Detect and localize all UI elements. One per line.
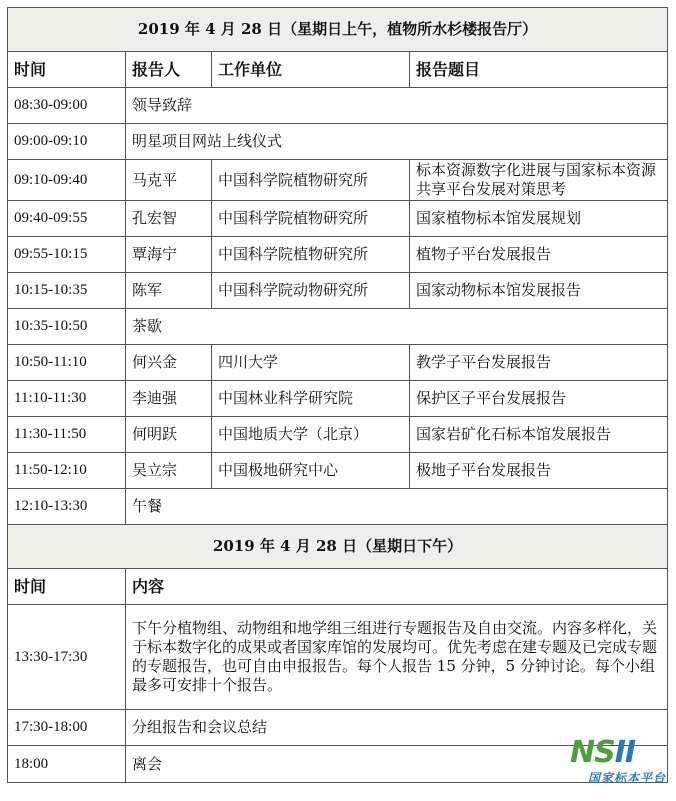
afternoon-header-row bbox=[8, 569, 668, 605]
header-content: 内容 bbox=[126, 569, 668, 605]
logo-subtitle: 国家标本平台 bbox=[587, 771, 666, 785]
row-time: 10:35-10:50 bbox=[8, 309, 126, 345]
agenda-table bbox=[7, 7, 668, 783]
row-content: 下午分植物组、动物组和地学组三组进行专题报告及自由交流。内容多样化，关于标本数字化的成果或者国家库馆的发展均可。优先考虑在建专题及已完成专题的专题报告，也可自由申报报告。每个人报告 15 分钟，5 分钟讨论。每个小组最多可安排十个报告。 bbox=[126, 605, 668, 710]
row-topic: 保护区子平台发展报告 bbox=[410, 381, 668, 417]
row-item: 明星项目网站上线仪式 bbox=[126, 124, 668, 160]
table-row bbox=[8, 201, 668, 237]
table-row bbox=[8, 345, 668, 381]
row-speaker: 吴立宗 bbox=[126, 453, 212, 489]
header-time: 时间 bbox=[8, 569, 126, 605]
header-topic: 报告题目 bbox=[410, 52, 668, 88]
logo-mark-right: II bbox=[614, 735, 636, 770]
row-speaker: 何兴金 bbox=[126, 345, 212, 381]
row-speaker: 马克平 bbox=[126, 160, 212, 201]
row-speaker: 李迪强 bbox=[126, 381, 212, 417]
row-content: 离会 bbox=[126, 746, 668, 783]
table-row bbox=[8, 88, 668, 124]
row-item: 午餐 bbox=[126, 489, 668, 525]
table-row bbox=[8, 160, 668, 201]
table-row bbox=[8, 124, 668, 160]
row-unit: 中国科学院植物研究所 bbox=[212, 237, 410, 273]
row-unit: 中国极地研究中心 bbox=[212, 453, 410, 489]
header-time: 时间 bbox=[8, 52, 126, 88]
row-time: 09:00-09:10 bbox=[8, 124, 126, 160]
row-item: 领导致辞 bbox=[126, 88, 668, 124]
row-unit: 四川大学 bbox=[212, 345, 410, 381]
afternoon-section-title: 2019 年 4 月 28 日（星期日下午） bbox=[8, 525, 668, 569]
row-time: 10:50-11:10 bbox=[8, 345, 126, 381]
nsii-logo bbox=[566, 737, 670, 787]
row-speaker: 何明跃 bbox=[126, 417, 212, 453]
morning-header-row bbox=[8, 52, 668, 88]
header-unit: 工作单位 bbox=[212, 52, 410, 88]
logo-mark bbox=[570, 737, 635, 769]
row-time: 10:15-10:35 bbox=[8, 273, 126, 309]
table-row bbox=[8, 309, 668, 345]
row-topic: 国家岩矿化石标本馆发展报告 bbox=[410, 417, 668, 453]
row-topic: 国家植物标本馆发展规划 bbox=[410, 201, 668, 237]
row-unit: 中国科学院植物研究所 bbox=[212, 160, 410, 201]
row-topic: 标本资源数字化进展与国家标本资源共享平台发展对策思考 bbox=[410, 160, 668, 201]
row-time: 11:10-11:30 bbox=[8, 381, 126, 417]
row-unit: 中国科学院植物研究所 bbox=[212, 201, 410, 237]
row-topic: 植物子平台发展报告 bbox=[410, 237, 668, 273]
table-row bbox=[8, 453, 668, 489]
row-item: 茶歇 bbox=[126, 309, 668, 345]
row-time: 18:00 bbox=[8, 746, 126, 783]
row-time: 09:40-09:55 bbox=[8, 201, 126, 237]
table-row bbox=[8, 605, 668, 710]
table-row bbox=[8, 489, 668, 525]
row-speaker: 孔宏智 bbox=[126, 201, 212, 237]
row-time: 13:30-17:30 bbox=[8, 605, 126, 710]
morning-section-title: 2019 年 4 月 28 日（星期日上午，植物所水杉楼报告厅） bbox=[8, 8, 668, 52]
row-content: 分组报告和会议总结 bbox=[126, 710, 668, 746]
table-row bbox=[8, 273, 668, 309]
row-time: 09:10-09:40 bbox=[8, 160, 126, 201]
row-time: 17:30-18:00 bbox=[8, 710, 126, 746]
row-unit: 中国科学院动物研究所 bbox=[212, 273, 410, 309]
row-topic: 国家动物标本馆发展报告 bbox=[410, 273, 668, 309]
row-time: 11:50-12:10 bbox=[8, 453, 126, 489]
row-speaker: 覃海宁 bbox=[126, 237, 212, 273]
row-time: 11:30-11:50 bbox=[8, 417, 126, 453]
row-unit: 中国林业科学研究院 bbox=[212, 381, 410, 417]
table-row bbox=[8, 417, 668, 453]
row-time: 08:30-09:00 bbox=[8, 88, 126, 124]
header-speaker: 报告人 bbox=[126, 52, 212, 88]
row-speaker: 陈军 bbox=[126, 273, 212, 309]
row-time: 09:55-10:15 bbox=[8, 237, 126, 273]
row-time: 12:10-13:30 bbox=[8, 489, 126, 525]
row-topic: 教学子平台发展报告 bbox=[410, 345, 668, 381]
row-topic: 极地子平台发展报告 bbox=[410, 453, 668, 489]
row-unit: 中国地质大学（北京） bbox=[212, 417, 410, 453]
logo-mark-left: NS bbox=[570, 735, 615, 770]
table-row bbox=[8, 381, 668, 417]
table-row bbox=[8, 237, 668, 273]
